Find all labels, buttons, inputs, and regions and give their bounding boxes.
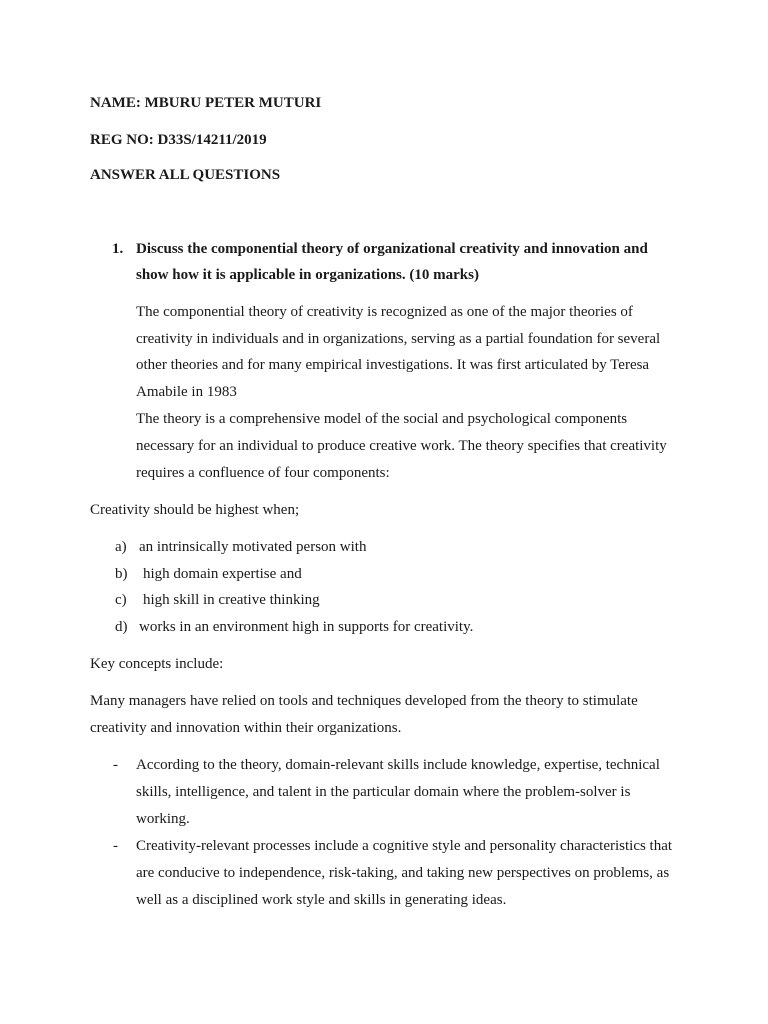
paragraph-line: requires a confluence of four components:: [136, 465, 390, 481]
question-line: show how it is applicable in organizations. (10 marks): [136, 267, 479, 283]
student-name: NAME: MBURU PETER MUTURI: [90, 95, 322, 111]
creativity-intro: Creativity should be highest when;: [90, 502, 300, 518]
list-item: high domain expertise and: [143, 566, 302, 582]
list-marker: c): [115, 592, 127, 608]
paragraph-line: Many managers have relied on tools and techniques developed from the theory to stimulate: [90, 693, 638, 709]
list-marker: d): [115, 619, 128, 635]
paragraph-line: necessary for an individual to produce creative work. The theory specifies that creativity: [136, 438, 667, 454]
paragraph-line: other theories and for many empirical investigations. It was first articulated by Teresa: [136, 357, 650, 373]
bullet-marker: -: [113, 838, 118, 854]
bullet-line: Creativity-relevant processes include a cognitive style and personality characteristics that: [136, 838, 673, 854]
list-item: high skill in creative thinking: [143, 592, 320, 608]
paragraph-line: Amabile in 1983: [136, 384, 237, 400]
question-line: Discuss the componential theory of organizational creativity and innovation and: [136, 241, 648, 257]
paragraph-line: creativity and innovation within their organizations.: [90, 720, 402, 736]
list-marker: a): [115, 539, 127, 555]
list-item: an intrinsically motivated person with: [139, 539, 367, 555]
bullet-line: working.: [136, 811, 190, 827]
key-concepts-label: Key concepts include:: [90, 656, 224, 672]
bullet-line: well as a disciplined work style and skills in generating ideas.: [136, 892, 507, 908]
bullet-line: are conducive to independence, risk-taking, and taking new perspectives on problems, as: [136, 865, 670, 881]
bullet-line: According to the theory, domain-relevant skills include knowledge, expertise, technical: [136, 757, 660, 773]
paragraph-line: The theory is a comprehensive model of the social and psychological components: [136, 411, 628, 427]
list-marker: b): [115, 566, 128, 582]
question-number: 1.: [112, 241, 124, 257]
paragraph-line: The componential theory of creativity is recognized as one of the major theories of: [136, 304, 633, 320]
registration-number: REG NO: D33S/14211/2019: [90, 132, 267, 148]
list-item: works in an environment high in supports for creativity.: [139, 619, 474, 635]
instruction-heading: ANSWER ALL QUESTIONS: [90, 167, 281, 183]
bullet-marker: -: [113, 757, 118, 773]
paragraph-line: creativity in individuals and in organizations, serving as a partial foundation for several: [136, 331, 661, 347]
bullet-line: skills, intelligence, and talent in the particular domain where the problem-solver is: [136, 784, 631, 800]
